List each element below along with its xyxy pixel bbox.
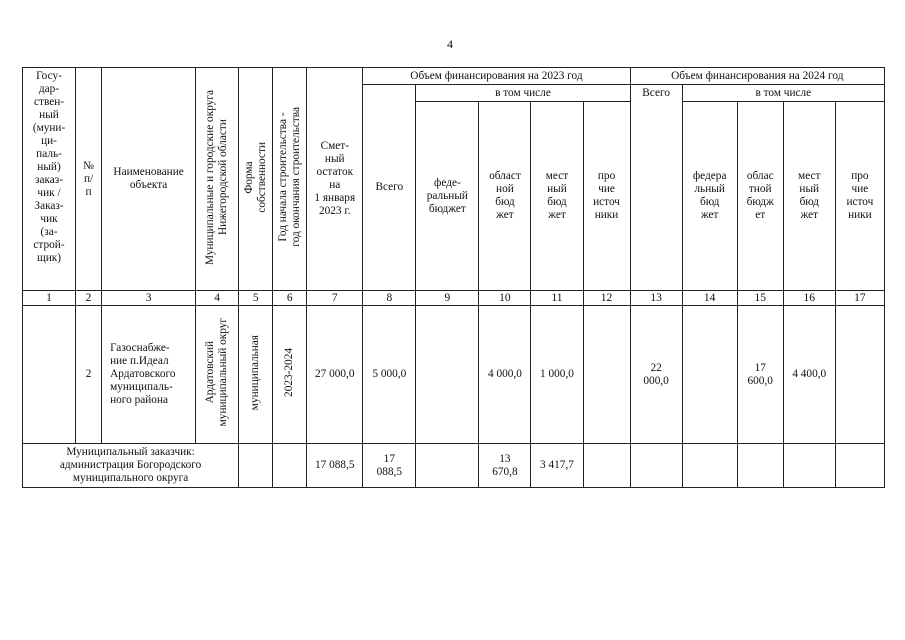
- header-index: № п/ п: [83, 159, 94, 198]
- header-total-2023: Всего: [375, 181, 404, 193]
- total-local-2023: 3 417,7: [531, 444, 583, 488]
- total-federal-2024: [682, 444, 737, 488]
- header-other-2023: про чие источ ники: [593, 170, 620, 221]
- cell-federal-2024: [682, 306, 737, 444]
- col-num: 8: [363, 291, 416, 306]
- cell-local-2023: 1 000,0: [531, 306, 583, 444]
- header-customer: Госу- дар- ствен- ный (муни- ци- паль- ный) заказ- чик / Заказ- чик (за- строй- щик): [32, 70, 66, 264]
- header-object-name: Наименование объекта: [113, 166, 184, 191]
- total-federal-2023: [416, 444, 479, 488]
- total-other-2023: [583, 444, 630, 488]
- cell-years: 2023-2024: [283, 348, 296, 397]
- cell-object-name: Газоснабже- ние п.Идеал Ардатовского муниципаль- ного района: [110, 342, 176, 406]
- header-regional-2023: област ной бюд жет: [489, 170, 521, 221]
- header-municipality: Муниципальные и городские округа Нижегородской области: [204, 89, 230, 265]
- col-num: 5: [239, 291, 273, 306]
- cell-index: 2: [76, 306, 102, 444]
- col-num: 2: [76, 291, 102, 306]
- header-including-2023: в том числе: [416, 85, 630, 102]
- header-including-2024: в том числе: [682, 85, 884, 102]
- cell-other-2023: [583, 306, 630, 444]
- col-num: 3: [102, 291, 196, 306]
- col-num: 16: [783, 291, 835, 306]
- col-num: 13: [630, 291, 682, 306]
- cell-federal-2023: [416, 306, 479, 444]
- cell-estimate: 27 000,0: [307, 306, 363, 444]
- column-number-row: [23, 291, 885, 306]
- table-row: [23, 306, 885, 444]
- total-regional-2024: [737, 444, 783, 488]
- cell-municipality: Ардатовский муниципальный округ: [204, 318, 230, 427]
- header-federal-2024: федера льный бюд жет: [692, 170, 727, 221]
- header-financing-2023: Объем финансирования на 2023 год: [363, 68, 630, 85]
- col-num: 11: [531, 291, 583, 306]
- total-row: [23, 444, 885, 488]
- header-years: Год начала строительства - год окончания строительства: [276, 107, 302, 247]
- total-empty-cell: [273, 444, 307, 488]
- col-num: 6: [273, 291, 307, 306]
- col-num: 15: [737, 291, 783, 306]
- col-num: 12: [583, 291, 630, 306]
- col-num: 14: [682, 291, 737, 306]
- header-row-1: [23, 68, 885, 85]
- cell-regional-2023: 4 000,0: [479, 306, 531, 444]
- total-local-2024: [783, 444, 835, 488]
- cell-customer: [23, 306, 76, 444]
- header-federal-2023: феде- ральный бюджет: [426, 176, 468, 215]
- col-num: 4: [196, 291, 239, 306]
- col-num: 7: [307, 291, 363, 306]
- financing-table: [22, 67, 885, 488]
- cell-total-2024: 22 000,0: [643, 361, 669, 387]
- total-empty-cell: [239, 444, 273, 488]
- header-local-2023: мест ный бюд жет: [545, 170, 569, 221]
- cell-regional-2024: 17 600,0: [747, 361, 773, 387]
- page-number: 4: [447, 37, 453, 51]
- col-num: 10: [479, 291, 531, 306]
- header-local-2024: мест ный бюд жет: [798, 170, 821, 221]
- total-regional-2023: 13 670,8: [492, 452, 518, 478]
- total-estimate: 17 088,5: [307, 444, 363, 488]
- total-total-2024: [630, 444, 682, 488]
- header-financing-2024: Объем финансирования на 2024 год: [630, 68, 884, 85]
- total-label: Муниципальный заказчик: администрация Богородского муниципального округа: [59, 446, 202, 484]
- cell-other-2024: [835, 306, 884, 444]
- cell-total-2023: 5 000,0: [363, 306, 416, 444]
- col-num: 17: [835, 291, 884, 306]
- header-regional-2024: облас тной бюдж ет: [746, 170, 774, 221]
- cell-ownership: муниципальная: [249, 334, 262, 411]
- header-estimate: Смет- ный остаток на 1 января 2023 г.: [314, 140, 356, 217]
- col-num: 1: [23, 291, 76, 306]
- total-total-2023: 17 088,5: [376, 452, 403, 478]
- header-total-2024: Всего: [642, 87, 670, 99]
- header-ownership: Форма собственности: [242, 141, 268, 213]
- cell-local-2024: 4 400,0: [783, 306, 835, 444]
- total-other-2024: [835, 444, 884, 488]
- col-num: 9: [416, 291, 479, 306]
- header-other-2024: про чие источ ники: [846, 170, 874, 221]
